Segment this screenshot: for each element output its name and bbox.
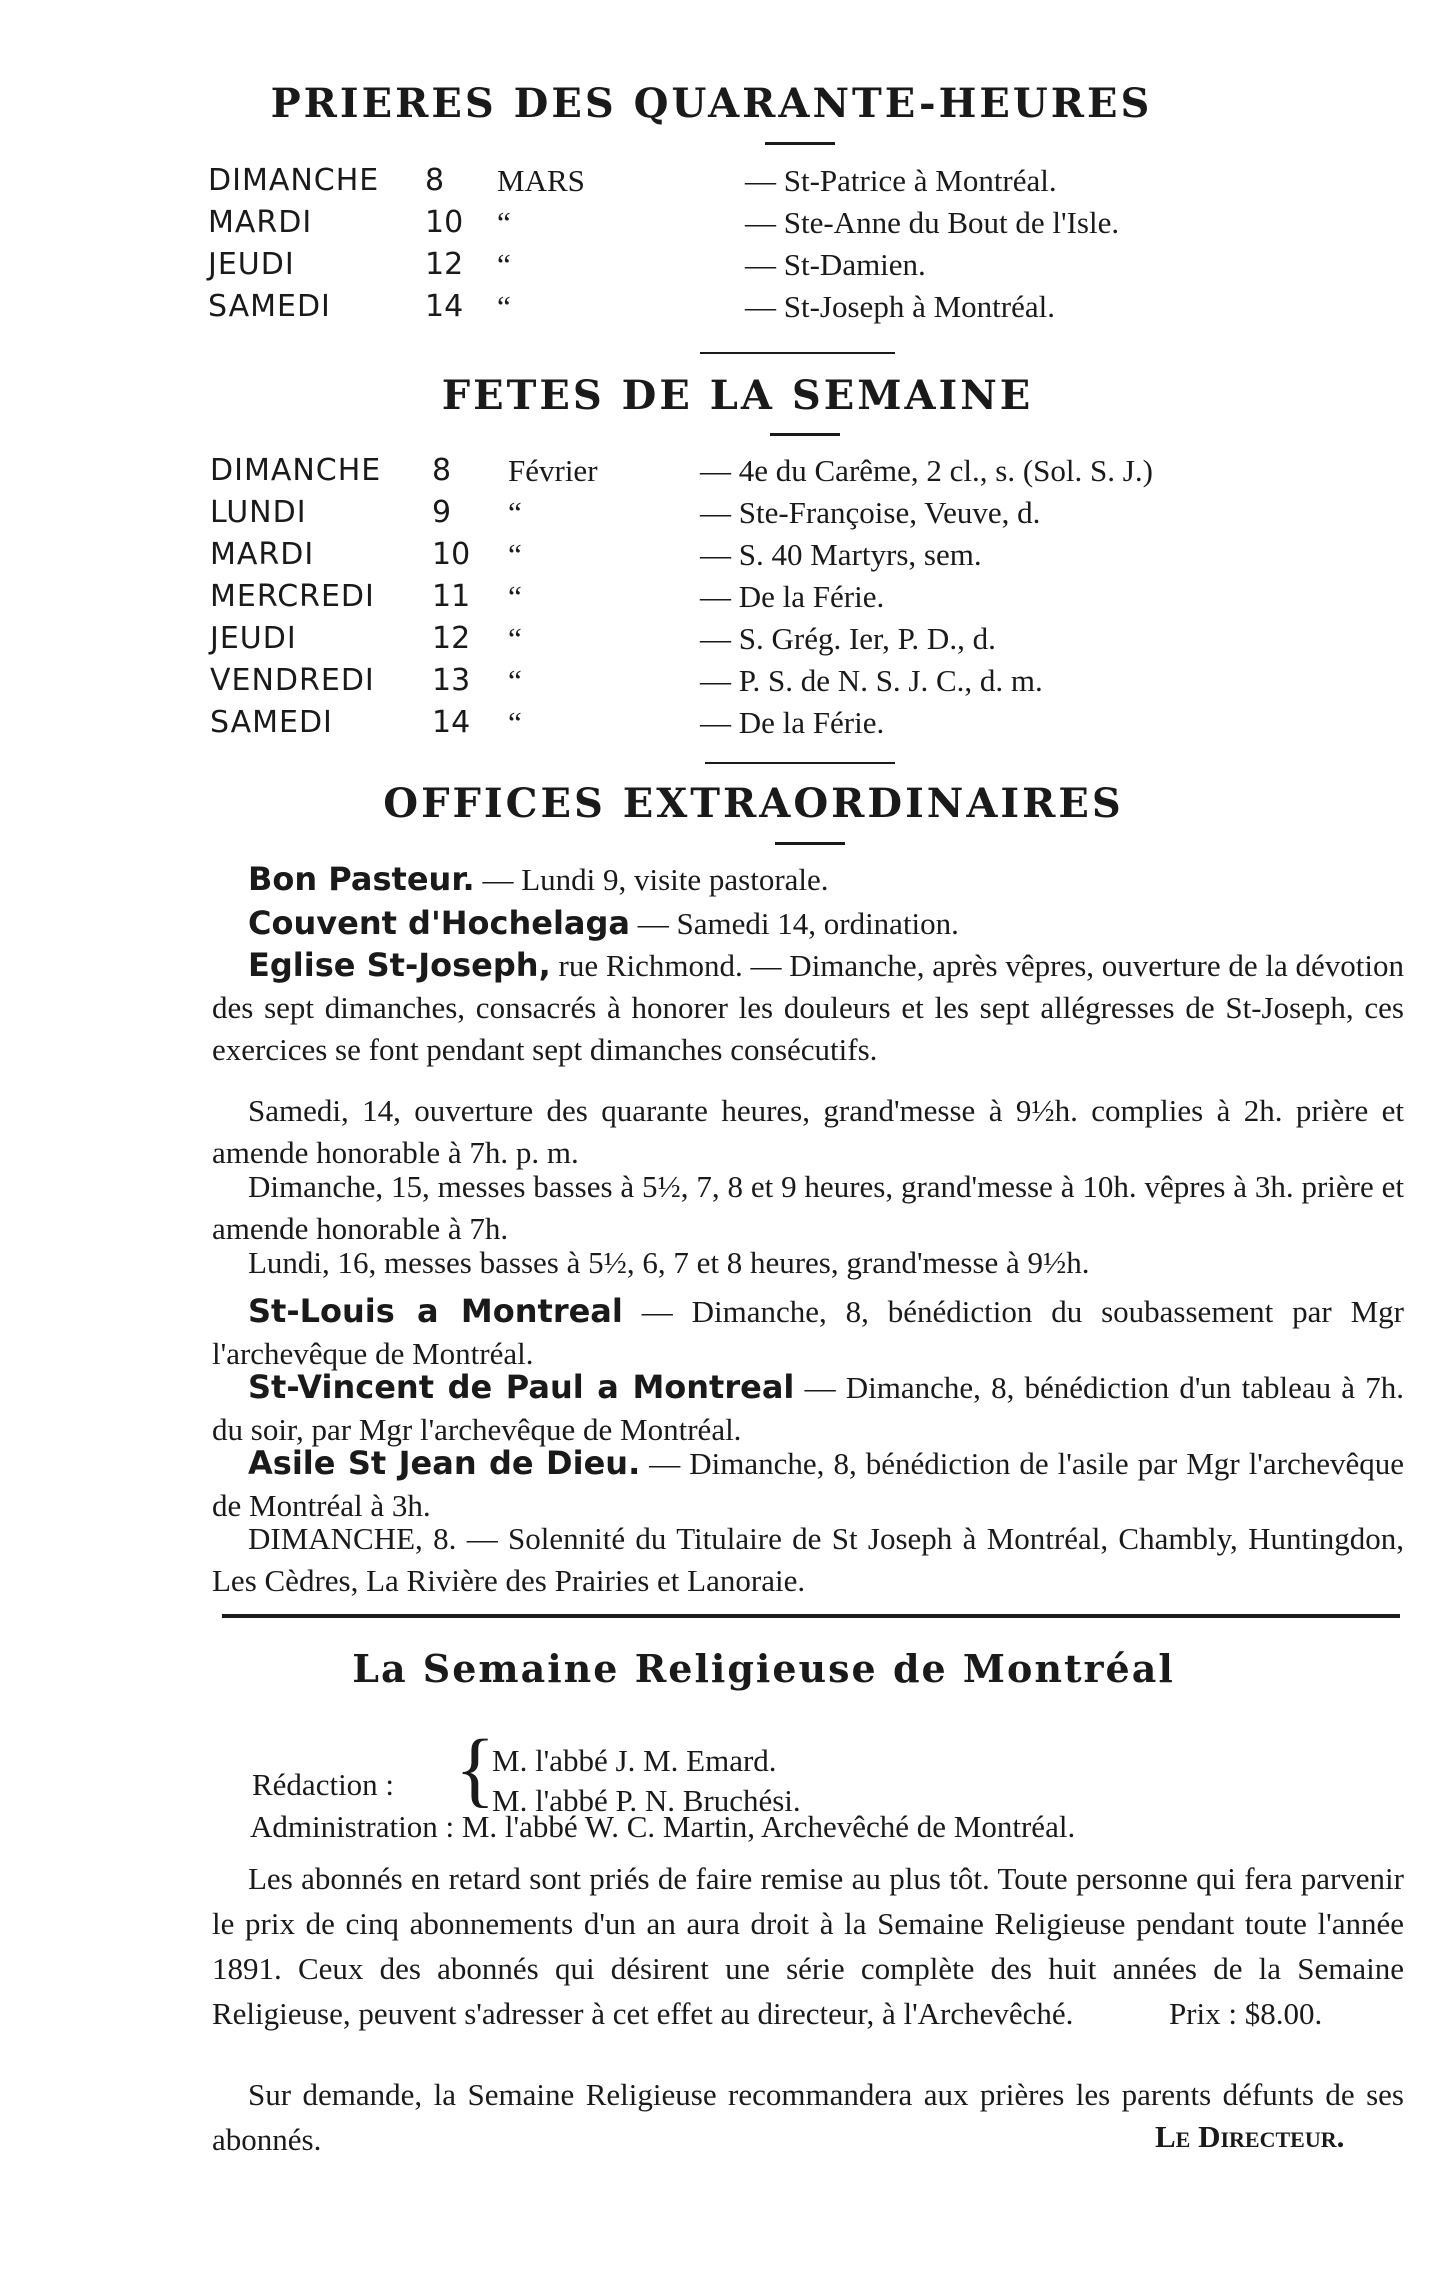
- prieres-num: 8: [425, 163, 445, 198]
- prieres-num: 14: [425, 289, 464, 324]
- fetes-row: [0, 534, 1447, 576]
- fetes-month: “: [508, 495, 522, 530]
- fetes-title-rule: [770, 433, 840, 436]
- brace-icon: {: [455, 1723, 496, 1816]
- fetes-day: DIMANCHE: [210, 453, 382, 488]
- office-dimanche-solennite: DIMANCHE, 8. — Solennité du Titulaire de St Joseph à Montréal, Chambly, Huntingdon, Les Cèdres, La Rivière des Prairies et Lanoraie.: [212, 1521, 1404, 1598]
- prieres-num: 12: [425, 247, 464, 282]
- fetes-month: “: [508, 705, 522, 740]
- fetes-month: Février: [508, 453, 598, 488]
- prix-text: Prix : $8.00.: [1168, 1996, 1323, 2031]
- fetes-day: LUNDI: [210, 495, 307, 530]
- fetes-row: [0, 702, 1447, 744]
- fetes-day: MARDI: [210, 537, 315, 572]
- fetes-desc: — De la Férie.: [700, 705, 885, 740]
- office-st-louis: St-Louis a Montreal — Dimanche, 8, bénédiction du soubassement par Mgr l'archevêque de Montréal.: [212, 1292, 1405, 1371]
- fetes-num: 9: [432, 495, 452, 530]
- prieres-title: PRIERES DES QUARANTE-HEURES: [270, 80, 1153, 127]
- offices-title: OFFICES EXTRAORDINAIRES: [383, 780, 1124, 827]
- prieres-desc: — Ste-Anne du Bout de l'Isle.: [745, 205, 1120, 240]
- prieres-desc: — St-Patrice à Montréal.: [745, 163, 1057, 198]
- prieres-row: [0, 244, 1447, 286]
- redaction-label: Rédaction :: [252, 1767, 395, 1802]
- fetes-num: 12: [432, 621, 471, 656]
- section-divider: [222, 1614, 1400, 1618]
- redaction-name-2: M. l'abbé P. N. Bruchési.: [492, 1783, 801, 1818]
- prieres-row: [0, 286, 1447, 328]
- prieres-row: [0, 160, 1447, 202]
- fetes-desc: — Ste-Françoise, Veuve, d.: [700, 495, 1041, 530]
- fetes-month: “: [508, 537, 522, 572]
- fetes-row: [0, 450, 1447, 492]
- semaine-title: La Semaine Religieuse de Montréal: [352, 1646, 1175, 1691]
- fetes-day: JEUDI: [210, 621, 297, 656]
- redaction-name-1: M. l'abbé J. M. Emard.: [492, 1743, 777, 1778]
- prieres-month: “: [497, 289, 511, 324]
- office-asile: Asile St Jean de Dieu. — Dimanche, 8, bénédiction de l'asile par Mgr l'archevêque de Montréal à 3h.: [212, 1444, 1405, 1523]
- fetes-num: 13: [432, 663, 471, 698]
- prieres-month: “: [497, 247, 511, 282]
- office-samedi: Samedi, 14, ouverture des quarante heures, grand'messe à 9½h. complies à 2h. prière et amende honorable à 7h. p. m.: [212, 1093, 1404, 1170]
- prieres-desc: — St-Joseph à Montréal.: [745, 289, 1055, 324]
- fetes-day: MERCREDI: [210, 579, 375, 614]
- office-bon-pasteur: Bon Pasteur. — Lundi 9, visite pastorale.: [248, 860, 829, 898]
- fetes-month: “: [508, 663, 522, 698]
- prieres-month: MARS: [497, 163, 585, 198]
- office-eglise-st-joseph: Eglise St-Joseph, rue Richmond. — Dimanche, après vêpres, ouverture de la dévotion des sept dimanches, consacrés à honorer les douleurs et les sept allégresses de St-Joseph, ces exercices se font pendant sept dimanches consécutifs.: [212, 946, 1405, 1067]
- fetes-desc: — S. 40 Martyrs, sem.: [700, 537, 982, 572]
- fetes-desc: — De la Férie.: [700, 579, 885, 614]
- office-couvent-hochelaga: Couvent d'Hochelaga — Samedi 14, ordination.: [248, 904, 959, 942]
- fetes-num: 11: [432, 579, 471, 614]
- prieres-num: 10: [425, 205, 464, 240]
- fetes-num: 10: [432, 537, 471, 572]
- office-st-vincent: St-Vincent de Paul a Montreal — Dimanche, 8, bénédiction d'un tableau à 7h. du soir, par Mgr l'archevêque de Montréal.: [212, 1368, 1405, 1447]
- prieres-month: “: [497, 205, 511, 240]
- signature-row: [0, 2116, 1447, 2158]
- demande-paragraph: Sur demande, la Semaine Religieuse recommandera aux prières les parents défunts de ses abonnés.: [212, 2077, 1404, 2157]
- fetes-row: [0, 492, 1447, 534]
- administration-line: Administration : M. l'abbé W. C. Martin, Archevêché de Montréal.: [250, 1809, 1076, 1844]
- prieres-end-rule: [700, 352, 895, 354]
- fetes-desc: — P. S. de N. S. J. C., d. m.: [700, 663, 1043, 698]
- fetes-title: FETES DE LA SEMAINE: [441, 372, 1034, 419]
- fetes-row: [0, 618, 1447, 660]
- prieres-desc: — St-Damien.: [745, 247, 926, 282]
- fetes-row: [0, 576, 1447, 618]
- fetes-row: [0, 660, 1447, 702]
- prieres-day: MARDI: [208, 205, 313, 240]
- offices-title-rule: [775, 842, 845, 845]
- fetes-desc: — 4e du Carême, 2 cl., s. (Sol. S. J.): [700, 453, 1153, 488]
- fetes-day: SAMEDI: [210, 705, 333, 740]
- office-dimanche: Dimanche, 15, messes basses à 5½, 7, 8 et 9 heures, grand'messe à 10h. vêpres à 3h. prière et amende honorable à 7h.: [212, 1169, 1404, 1246]
- prieres-day: SAMEDI: [208, 289, 331, 324]
- prieres-day: DIMANCHE: [208, 163, 380, 198]
- abonnes-paragraph: Les abonnés en retard sont priés de faire remise au plus tôt. Toute personne qui fera parvenir le prix de cinq abonnements d'un an aura droit à la Semaine Religieuse pendant toute l'année 1891. Ceux des abonnés qui désirent une série complète des huit années de la Semaine Religieuse, peuvent s'adresser à cet effet au directeur, à l'Archevêché. Prix : $8.00.: [212, 1861, 1404, 2031]
- fetes-num: 8: [432, 453, 452, 488]
- fetes-month: “: [508, 621, 522, 656]
- prieres-title-rule: [765, 142, 835, 145]
- prieres-row: [0, 202, 1447, 244]
- fetes-month: “: [508, 579, 522, 614]
- prieres-day: JEUDI: [208, 247, 295, 282]
- office-lundi: Lundi, 16, messes basses à 5½, 6, 7 et 8 heures, grand'messe à 9½h.: [248, 1245, 1090, 1280]
- fetes-desc: — S. Grég. Ier, P. D., d.: [700, 621, 996, 656]
- fetes-num: 14: [432, 705, 471, 740]
- fetes-end-rule: [705, 762, 895, 764]
- fetes-day: VENDREDI: [210, 663, 375, 698]
- signature: Le Directeur.: [1155, 2119, 1345, 2154]
